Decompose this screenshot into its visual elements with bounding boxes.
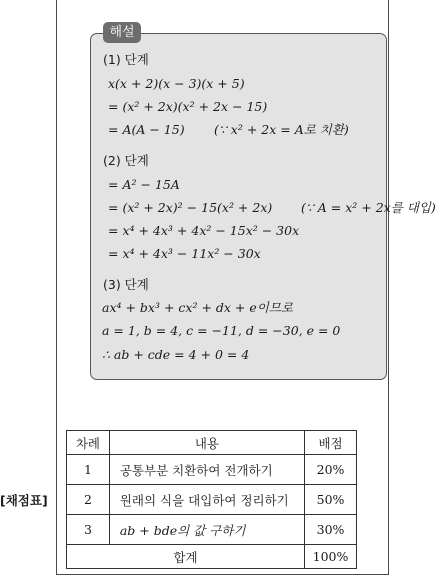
- step1-line3: = A(A − 15): [108, 122, 185, 137]
- solution-tag: 해설: [103, 22, 141, 43]
- step1-line1: x(x + 2)(x − 3)(x + 5): [108, 76, 245, 91]
- total-points: 100%: [305, 545, 357, 569]
- step2-title: (2) 단계: [103, 153, 149, 168]
- row-content: 원래의 식을 대입하여 정리하기: [109, 485, 304, 515]
- scoring-table: [66, 430, 357, 569]
- step2-note: (∵ A = x² + 2x를 대입): [301, 200, 436, 215]
- header-points: 배점: [305, 431, 357, 455]
- step2-line3: = x⁴ + 4x³ + 4x² − 15x² − 30x: [108, 223, 300, 238]
- row-points: 50%: [305, 485, 357, 515]
- header-order: 차례: [67, 431, 110, 455]
- row-number: 3: [67, 515, 110, 545]
- row-points: 20%: [305, 455, 357, 485]
- step1-line2: = (x² + 2x)(x² + 2x − 15): [108, 99, 268, 114]
- step3-title: (3) 단계: [103, 277, 149, 292]
- table-row: [67, 455, 357, 485]
- table-total-row: [67, 545, 357, 569]
- scoring-label: [채점표]: [0, 493, 48, 508]
- step3-line2: a = 1, b = 4, c = −11, d = −30, e = 0: [102, 323, 341, 338]
- step1-note: (∵ x² + 2x = A로 치환): [214, 122, 349, 137]
- table-header-row: [67, 431, 357, 455]
- step3-line1: ax⁴ + bx³ + cx² + dx + e이므로: [102, 300, 293, 315]
- step1-title: (1) 단계: [103, 52, 149, 67]
- row-points: 30%: [305, 515, 357, 545]
- table-row: [67, 515, 357, 545]
- row-number: 1: [67, 455, 110, 485]
- row-content: 공통부분 치환하여 전개하기: [109, 455, 304, 485]
- header-content: 내용: [109, 431, 304, 455]
- step2-line1: = A² − 15A: [108, 177, 180, 192]
- row-content: ab + bde의 값 구하기: [109, 515, 304, 545]
- table-row: [67, 485, 357, 515]
- total-label: 합계: [67, 545, 305, 569]
- row-number: 2: [67, 485, 110, 515]
- step3-line3: ∴ ab + cde = 4 + 0 = 4: [102, 347, 250, 362]
- step2-line2: = (x² + 2x)² − 15(x² + 2x): [108, 200, 273, 215]
- step2-line4: = x⁴ + 4x³ − 11x² − 30x: [108, 246, 261, 261]
